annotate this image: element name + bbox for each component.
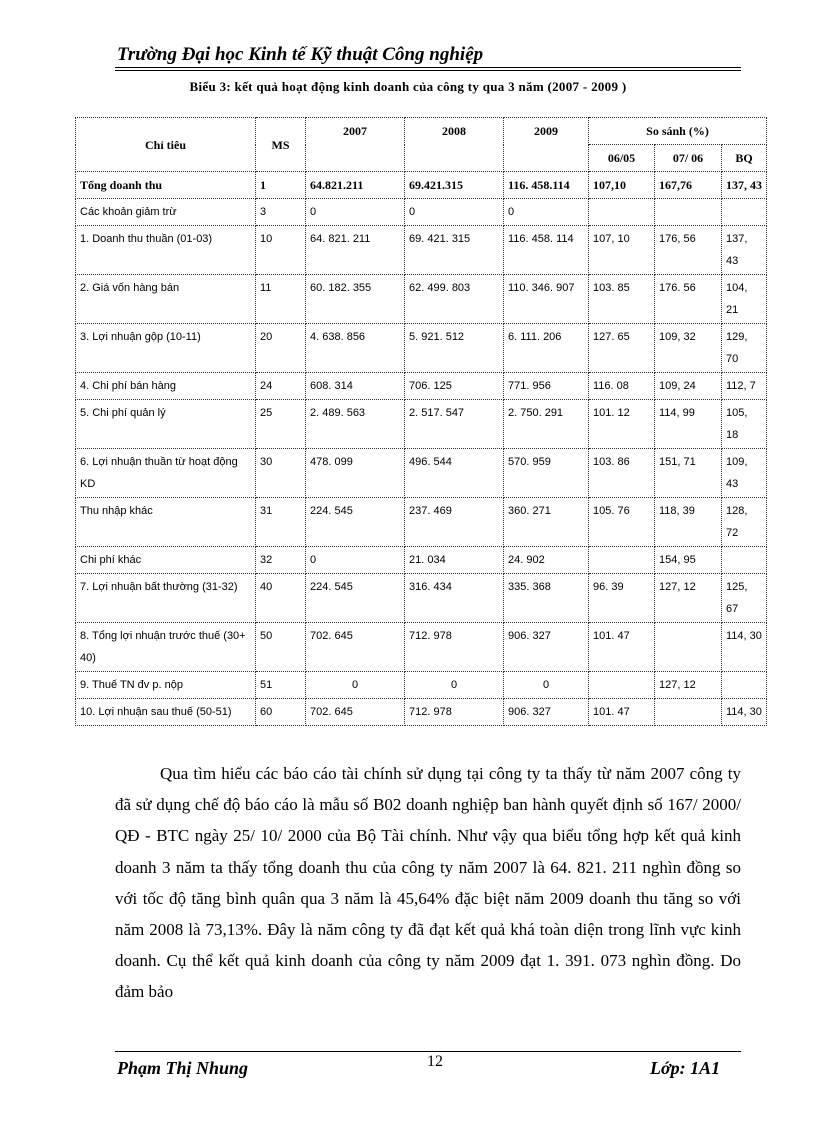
cell-c0605: 107,10 bbox=[589, 172, 655, 199]
cell-chi-tieu: 8. Tổng lợi nhuận trước thuế (30+ 40) bbox=[76, 623, 256, 672]
table-row bbox=[76, 199, 767, 226]
cell-c0605: 107, 10 bbox=[589, 226, 655, 275]
cell-c0605 bbox=[589, 547, 655, 574]
cell-y2009: 0 bbox=[504, 672, 589, 699]
cell-y2009: 110. 346. 907 bbox=[504, 275, 589, 324]
cell-y2008: 69.421.315 bbox=[405, 172, 504, 199]
col-header-06-05: 06/05 bbox=[589, 145, 655, 172]
cell-y2008: 62. 499. 803 bbox=[405, 275, 504, 324]
cell-chi-tieu: Các khoản giảm trừ bbox=[76, 199, 256, 226]
table-row bbox=[76, 574, 767, 623]
col-header-2007: 2007 bbox=[306, 118, 405, 172]
col-header-chi-tieu: Chỉ tiêu bbox=[76, 118, 256, 172]
cell-y2009: 6. 111. 206 bbox=[504, 324, 589, 373]
cell-ms: 30 bbox=[256, 449, 306, 498]
cell-ms: 3 bbox=[256, 199, 306, 226]
cell-y2008: 0 bbox=[405, 199, 504, 226]
cell-c0605: 105. 76 bbox=[589, 498, 655, 547]
table-row bbox=[76, 449, 767, 498]
cell-y2007: 702. 645 bbox=[306, 699, 405, 726]
table-header-row bbox=[76, 118, 767, 145]
cell-c0706: 151, 71 bbox=[655, 449, 722, 498]
cell-y2007: 224. 545 bbox=[306, 498, 405, 547]
cell-c0605 bbox=[589, 199, 655, 226]
footer-rule bbox=[115, 1051, 741, 1052]
footer-author: Phạm Thị Nhung bbox=[117, 1058, 249, 1078]
cell-y2007: 64.821.211 bbox=[306, 172, 405, 199]
cell-y2008: 316. 434 bbox=[405, 574, 504, 623]
cell-c0706 bbox=[655, 623, 722, 672]
cell-bq: 109, 43 bbox=[722, 449, 767, 498]
cell-chi-tieu: 9. Thuế TN đv p. nộp bbox=[76, 672, 256, 699]
cell-ms: 1 bbox=[256, 172, 306, 199]
table-body bbox=[76, 172, 767, 726]
cell-y2007: 702. 645 bbox=[306, 623, 405, 672]
cell-y2009: 771. 956 bbox=[504, 373, 589, 400]
cell-y2008: 5. 921. 512 bbox=[405, 324, 504, 373]
cell-ms: 51 bbox=[256, 672, 306, 699]
cell-bq: 104, 21 bbox=[722, 275, 767, 324]
cell-ms: 20 bbox=[256, 324, 306, 373]
business-results-table bbox=[75, 117, 767, 726]
body-paragraph-block bbox=[115, 758, 741, 1008]
body-paragraph: Qua tìm hiểu các báo cáo tài chính sử dụng tại công ty ta thấy từ năm 2007 công ty đã sử dụng chế độ báo cáo là mẫu số B02 doanh nghiệp ban hành quyết định số 167/ 2000/ QĐ - BTC ngày 25/ 10/ 2000 của Bộ Tài chính. Như vậy qua biểu tổng hợp kết quả kinh doanh 3 năm ta thấy tổng doanh thu của công ty năm 2007 là 64. 821. 211 nghìn đồng so với tốc độ tăng bình quân qua 3 năm là 45,64% đặc biệt năm 2009 doanh thu tăng so với năm 2008 là 73,13%. Đây là năm công ty đã đạt kết quả khá toàn diện trong lĩnh vực kinh doanh. Cụ thể kết quả kinh doanh của công ty năm 2009 đạt 1. 391. 073 nghìn đồng. Do đảm bảo bbox=[115, 764, 741, 1002]
cell-c0605: 103. 86 bbox=[589, 449, 655, 498]
table-row bbox=[76, 498, 767, 547]
cell-c0605: 96. 39 bbox=[589, 574, 655, 623]
cell-bq: 114, 30 bbox=[722, 623, 767, 672]
col-header-07-06: 07/ 06 bbox=[655, 145, 722, 172]
cell-c0706: 109, 24 bbox=[655, 373, 722, 400]
table-row bbox=[76, 324, 767, 373]
cell-chi-tieu: 1. Doanh thu thuần (01-03) bbox=[76, 226, 256, 275]
cell-chi-tieu: 5. Chi phí quản lý bbox=[76, 400, 256, 449]
cell-y2008: 706. 125 bbox=[405, 373, 504, 400]
cell-bq: 129, 70 bbox=[722, 324, 767, 373]
cell-ms: 11 bbox=[256, 275, 306, 324]
table-row bbox=[76, 373, 767, 400]
cell-c0706: 114, 99 bbox=[655, 400, 722, 449]
cell-chi-tieu: 6. Lợi nhuận thuần từ hoạt động KD bbox=[76, 449, 256, 498]
cell-c0706: 118, 39 bbox=[655, 498, 722, 547]
cell-y2007: 608. 314 bbox=[306, 373, 405, 400]
cell-chi-tieu: 7. Lợi nhuận bất thường (31-32) bbox=[76, 574, 256, 623]
cell-y2009: 906. 327 bbox=[504, 699, 589, 726]
cell-ms: 60 bbox=[256, 699, 306, 726]
cell-bq: 112, 7 bbox=[722, 373, 767, 400]
cell-ms: 32 bbox=[256, 547, 306, 574]
cell-bq bbox=[722, 199, 767, 226]
cell-bq: 114, 30 bbox=[722, 699, 767, 726]
table-row bbox=[76, 226, 767, 275]
cell-bq bbox=[722, 547, 767, 574]
cell-c0605: 101. 47 bbox=[589, 623, 655, 672]
cell-ms: 25 bbox=[256, 400, 306, 449]
cell-ms: 31 bbox=[256, 498, 306, 547]
table-row bbox=[76, 547, 767, 574]
cell-c0605: 101. 12 bbox=[589, 400, 655, 449]
col-header-ms: MS bbox=[256, 118, 306, 172]
cell-bq: 137, 43 bbox=[722, 172, 767, 199]
cell-c0605: 116. 08 bbox=[589, 373, 655, 400]
cell-bq: 128, 72 bbox=[722, 498, 767, 547]
table-row bbox=[76, 699, 767, 726]
cell-y2009: 116. 458.114 bbox=[504, 172, 589, 199]
cell-y2007: 2. 489. 563 bbox=[306, 400, 405, 449]
cell-chi-tieu: Tổng doanh thu bbox=[76, 172, 256, 199]
table-row bbox=[76, 400, 767, 449]
cell-y2009: 335. 368 bbox=[504, 574, 589, 623]
cell-c0605 bbox=[589, 672, 655, 699]
page-number: 12 bbox=[427, 1053, 443, 1070]
cell-y2007: 0 bbox=[306, 199, 405, 226]
cell-y2008: 0 bbox=[405, 672, 504, 699]
cell-y2007: 64. 821. 211 bbox=[306, 226, 405, 275]
cell-y2008: 21. 034 bbox=[405, 547, 504, 574]
cell-bq: 137, 43 bbox=[722, 226, 767, 275]
table-row bbox=[76, 623, 767, 672]
cell-ms: 10 bbox=[256, 226, 306, 275]
cell-bq bbox=[722, 672, 767, 699]
cell-y2009: 570. 959 bbox=[504, 449, 589, 498]
table-row bbox=[76, 172, 767, 199]
header-school-title: Trường Đại học Kinh tế Kỹ thuật Công nghiệp bbox=[117, 44, 484, 65]
cell-ms: 50 bbox=[256, 623, 306, 672]
cell-y2007: 224. 545 bbox=[306, 574, 405, 623]
cell-y2007: 0 bbox=[306, 547, 405, 574]
cell-c0706: 154, 95 bbox=[655, 547, 722, 574]
cell-chi-tieu: 2. Giá vốn hàng bán bbox=[76, 275, 256, 324]
table-row bbox=[76, 275, 767, 324]
cell-c0605: 101. 47 bbox=[589, 699, 655, 726]
cell-chi-tieu: 4. Chi phí bán hàng bbox=[76, 373, 256, 400]
cell-chi-tieu: Chi phí khác bbox=[76, 547, 256, 574]
cell-c0706: 127, 12 bbox=[655, 574, 722, 623]
cell-c0706 bbox=[655, 199, 722, 226]
table-row bbox=[76, 672, 767, 699]
cell-ms: 40 bbox=[256, 574, 306, 623]
cell-y2009: 906. 327 bbox=[504, 623, 589, 672]
cell-c0706 bbox=[655, 699, 722, 726]
cell-y2007: 0 bbox=[306, 672, 405, 699]
cell-c0706: 176, 56 bbox=[655, 226, 722, 275]
cell-y2009: 116. 458. 114 bbox=[504, 226, 589, 275]
cell-c0706: 176. 56 bbox=[655, 275, 722, 324]
cell-y2008: 712. 978 bbox=[405, 623, 504, 672]
cell-chi-tieu: Thu nhập khác bbox=[76, 498, 256, 547]
cell-y2008: 237. 469 bbox=[405, 498, 504, 547]
cell-y2008: 496. 544 bbox=[405, 449, 504, 498]
col-header-2009: 2009 bbox=[504, 118, 589, 172]
cell-c0706: 127, 12 bbox=[655, 672, 722, 699]
cell-chi-tieu: 10. Lợi nhuận sau thuế (50-51) bbox=[76, 699, 256, 726]
col-header-bq: BQ bbox=[722, 145, 767, 172]
header-rule bbox=[115, 67, 741, 68]
table-caption: Biểu 3: kết quả hoạt động kinh doanh của công ty qua 3 năm (2007 - 2009 ) bbox=[189, 79, 627, 94]
cell-c0706: 167,76 bbox=[655, 172, 722, 199]
cell-y2009: 2. 750. 291 bbox=[504, 400, 589, 449]
cell-y2008: 712. 978 bbox=[405, 699, 504, 726]
cell-bq: 105, 18 bbox=[722, 400, 767, 449]
cell-y2007: 60. 182. 355 bbox=[306, 275, 405, 324]
cell-y2009: 24. 902 bbox=[504, 547, 589, 574]
cell-y2008: 2. 517. 547 bbox=[405, 400, 504, 449]
cell-y2009: 360. 271 bbox=[504, 498, 589, 547]
cell-bq: 125, 67 bbox=[722, 574, 767, 623]
cell-y2009: 0 bbox=[504, 199, 589, 226]
cell-chi-tieu: 3. Lợi nhuận gộp (10-11) bbox=[76, 324, 256, 373]
cell-c0605: 103. 85 bbox=[589, 275, 655, 324]
header-rule-double bbox=[115, 70, 741, 71]
footer-class: Lớp: 1A1 bbox=[650, 1058, 721, 1078]
cell-c0605: 127. 65 bbox=[589, 324, 655, 373]
cell-c0706: 109, 32 bbox=[655, 324, 722, 373]
cell-y2007: 4. 638. 856 bbox=[306, 324, 405, 373]
col-header-so-sanh: So sánh (%) bbox=[589, 118, 767, 145]
cell-y2008: 69. 421. 315 bbox=[405, 226, 504, 275]
col-header-2008: 2008 bbox=[405, 118, 504, 172]
cell-ms: 24 bbox=[256, 373, 306, 400]
cell-y2007: 478. 099 bbox=[306, 449, 405, 498]
